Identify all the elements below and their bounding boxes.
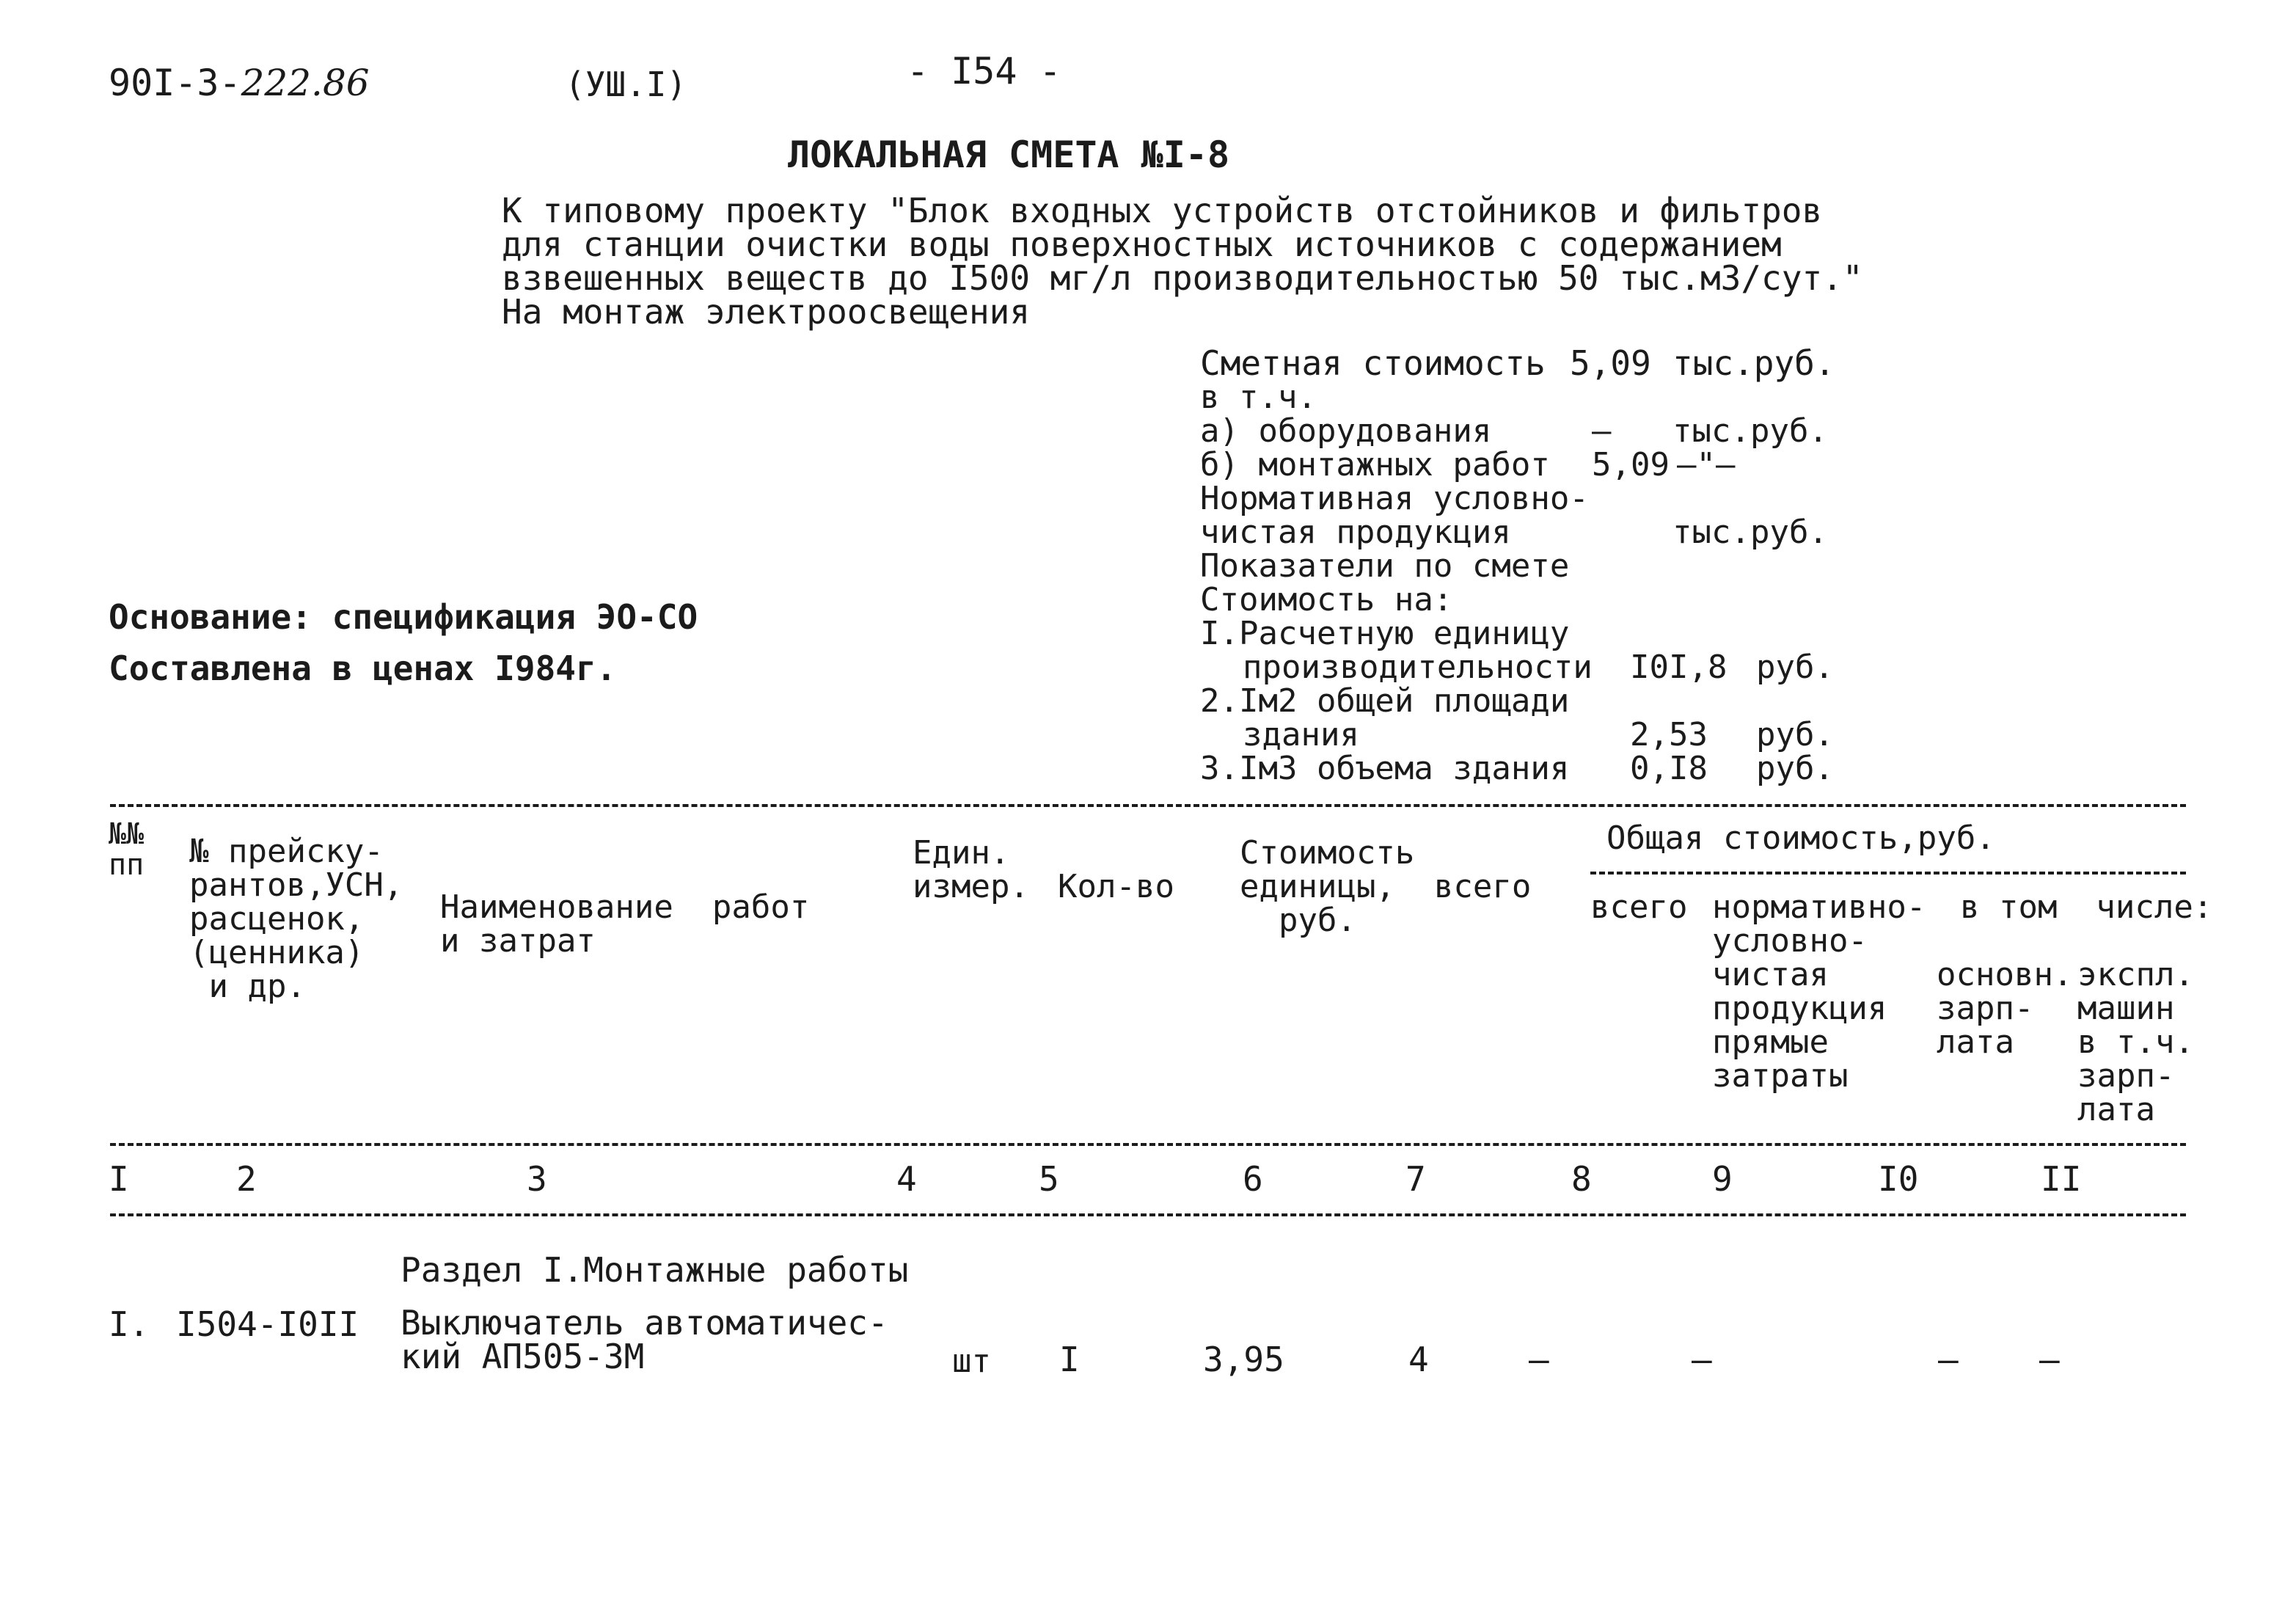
nup-label: Нормативная условно- [1200, 480, 1589, 517]
mounting-unit: –"– [1677, 446, 1736, 483]
equipment-unit: тыс.руб. [1672, 412, 1828, 450]
column-number: 8 [1571, 1159, 1592, 1199]
section-title: Раздел I.Монтажные работы [401, 1250, 909, 1290]
header-col-unit-cost: Стоимость единицы, всего руб. [1240, 834, 1532, 939]
header-col-unit: Един. измер. [913, 834, 1029, 905]
row-name: Выключатель автоматичес- кий АП505-3М [401, 1303, 888, 1376]
indicator-3-unit: руб. [1756, 750, 1834, 787]
cost-on-label: Стоимость на: [1200, 581, 1453, 618]
indicator-1-unit: руб. [1756, 649, 1834, 686]
indicator-2-unit: руб. [1756, 716, 1834, 753]
table-rule-header-bottom [110, 1143, 2186, 1146]
column-number: 5 [1039, 1159, 1059, 1199]
header-incl: в том числе: [1960, 888, 2213, 926]
mounting-label: б) монтажных работ [1200, 446, 1550, 483]
equipment-label: а) оборудования [1200, 412, 1492, 450]
column-number: 3 [527, 1159, 547, 1199]
column-number: 7 [1405, 1159, 1426, 1199]
doc-code-prefix: 90I-3- [109, 62, 241, 104]
column-number: 6 [1243, 1159, 1263, 1199]
mounting-value: 5,09 [1592, 446, 1670, 483]
page-number: - I54 - [907, 50, 1061, 92]
indicator-1-value: I0I,8 [1630, 649, 1728, 686]
indicators-label: Показатели по смете [1200, 547, 1570, 585]
cost-label: Сметная стоимость [1200, 343, 1546, 383]
header-col-machines: экспл. машин в т.ч. зарп- лата [2077, 956, 2194, 1128]
indicator-3-value: 0,I8 [1630, 750, 1708, 787]
project-line: На монтаж электроосвещения [502, 292, 1031, 332]
doc-code [109, 62, 370, 104]
header-col-name: Наименование работ и затрат [440, 888, 810, 960]
row-col9: – [1692, 1340, 1712, 1379]
doc-code-handwritten: 222.86 [241, 62, 370, 104]
column-number: 4 [896, 1159, 917, 1199]
indicator-3-label: 3.Iм3 объема здания [1200, 750, 1570, 787]
basis-prices: Составлена в ценах I984г. [109, 649, 617, 688]
page-title: ЛОКАЛЬНАЯ СМЕТА №I-8 [788, 134, 1230, 176]
cost-unit: тыс.руб. [1672, 343, 1835, 383]
header-col-nup: нормативно- условно- чистая продукция прямые затраты [1712, 888, 1926, 1095]
row-total: 4 [1408, 1340, 1429, 1379]
row-code: I504-I0II [176, 1304, 359, 1344]
indicator-1-label: I.Расчетную единицу [1200, 615, 1570, 652]
indicator-2-value: 2,53 [1630, 716, 1708, 753]
header-col-number: №№ пп [109, 817, 145, 882]
project-line: К типовому проекту "Блок входных устройств отстойников и фильтров [502, 191, 1823, 230]
project-line: для станции очистки воды поверхностных источников с содержанием [502, 224, 1782, 264]
basis-spec: Основание: спецификация ЭО-СО [109, 597, 698, 637]
header-col-salary: основн. зарп- лата [1937, 956, 2073, 1061]
header-col-total: всего [1590, 888, 1688, 926]
indicator-2-label: здания [1243, 716, 1359, 753]
row-col11: – [2039, 1340, 2060, 1379]
column-number: I0 [1878, 1159, 1919, 1199]
equipment-value: – [1592, 412, 1612, 450]
row-qty: I [1059, 1340, 1080, 1379]
nup-label: чистая продукция [1200, 514, 1511, 551]
indicator-2-label: 2.Iм2 общей площади [1200, 682, 1570, 720]
column-number: 2 [236, 1159, 257, 1199]
row-unit: шт [952, 1343, 991, 1380]
cost-value: 5,09 [1570, 343, 1651, 383]
header-col-pricelist: № прейску- рантов,УСН, расценок, (ценника) и др. [189, 833, 403, 1005]
album-number: (УШ.I) [565, 65, 687, 104]
row-number: I. [109, 1304, 150, 1344]
row-unit-price: 3,95 [1203, 1340, 1284, 1379]
column-number: I [109, 1159, 129, 1199]
table-rule-numbers-bottom [110, 1213, 2186, 1216]
table-rule-group [1590, 872, 2186, 874]
indicator-1-label: производительности [1243, 649, 1593, 686]
column-number: 9 [1712, 1159, 1733, 1199]
project-line: взвешенных веществ до I500 мг/л производительностью 50 тыс.м3/сут." [502, 258, 1863, 298]
incl-label: в т.ч. [1200, 379, 1317, 416]
column-number: II [2041, 1159, 2082, 1199]
row-col8: – [1529, 1340, 1549, 1379]
header-col-qty: Кол-во [1058, 868, 1174, 905]
header-group-total-cost: Общая стоимость,руб. [1606, 819, 1995, 857]
row-col10: – [1938, 1340, 1959, 1379]
table-rule-top [110, 804, 2186, 807]
nup-unit: тыс.руб. [1672, 514, 1828, 551]
